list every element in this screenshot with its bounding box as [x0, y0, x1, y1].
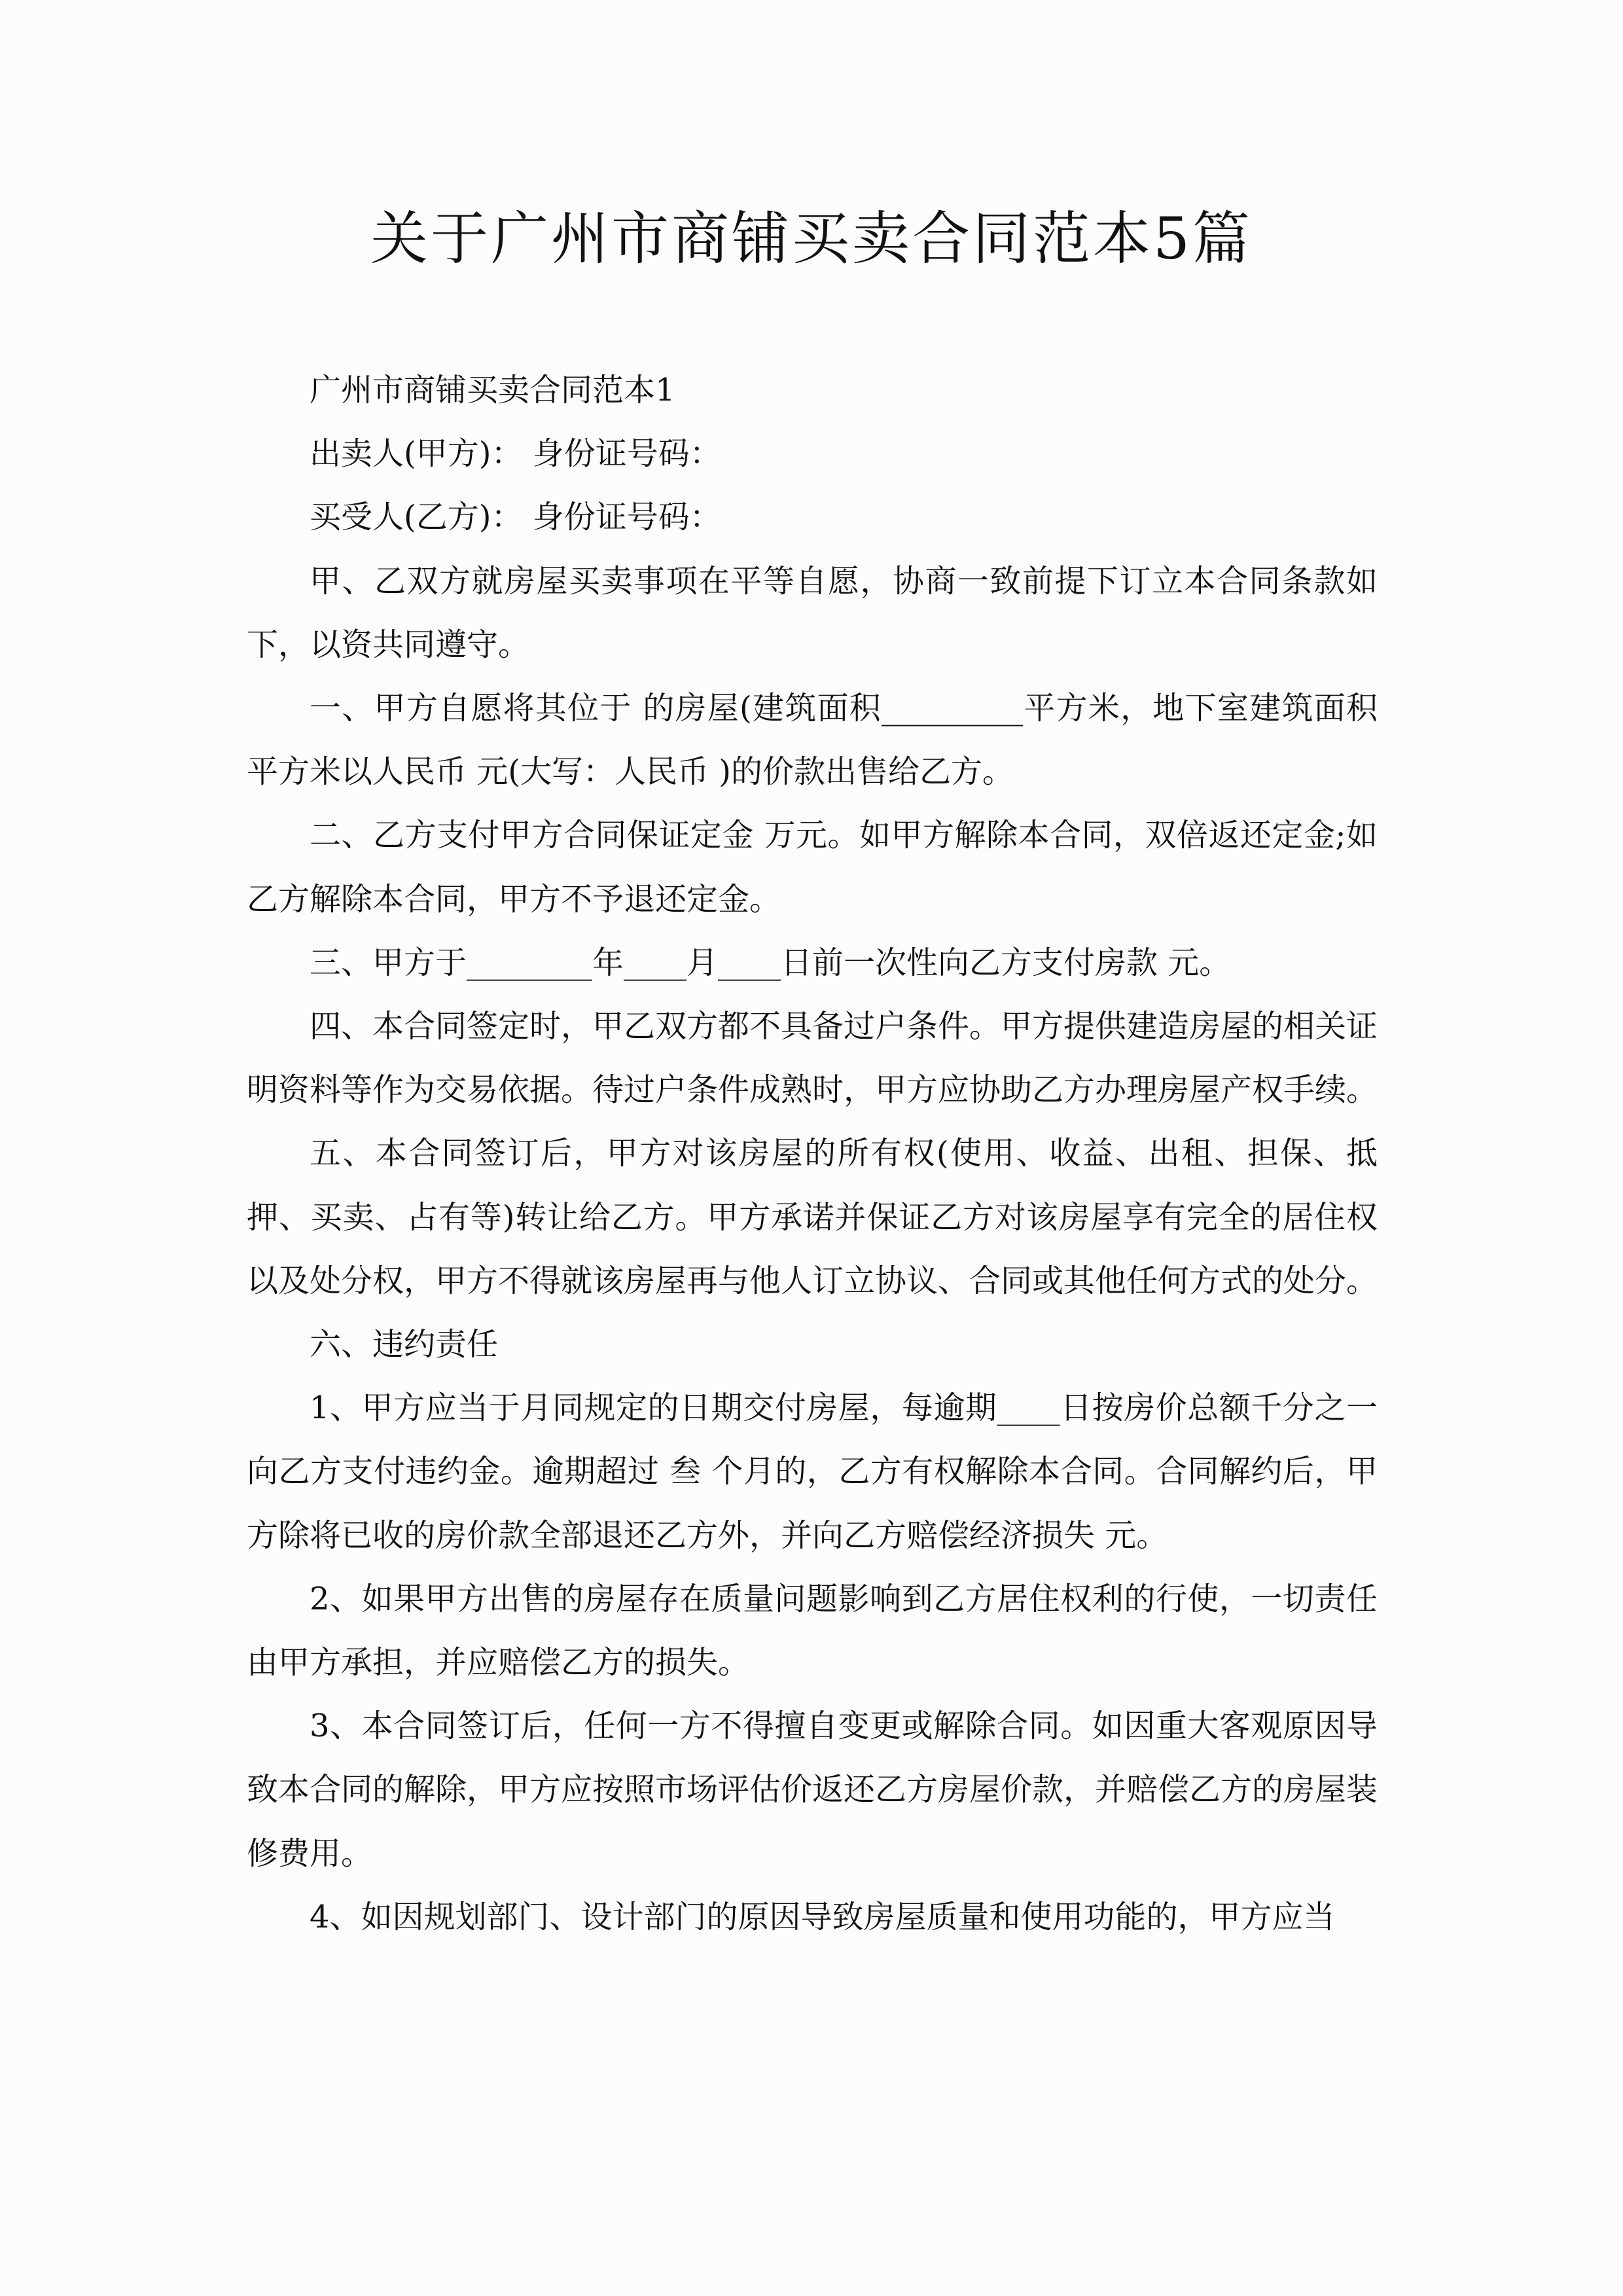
- clause-4: 四、本合同签定时，甲乙双方都不具备过户条件。甲方提供建造房屋的相关证明资料等作为交易依据。待过户条件成熟时，甲方应协助乙方办理房屋产权手续。: [247, 1008, 1378, 1109]
- seller-line: 出卖人(甲方)： 身份证号码：: [310, 435, 721, 473]
- section-heading: 广州市商铺买卖合同范本1: [310, 372, 675, 408]
- liability-item-1: 1、甲方应当于月同规定的日期交付房屋，每逾期____日按房价总额千分之一向乙方支付违约金。逾期超过 叁 个月的，乙方有权解除本合同。合同解约后，甲方除将已收的房价款全部退还乙方外，并向乙方赔偿经济损失 元。: [247, 1390, 1378, 1554]
- clause-1: 一、甲方自愿将其位于 的房屋(建筑面积_________平方米，地下室建筑面积 平方米以人民币 元(大写：人民币 )的价款出售给乙方。: [247, 690, 1378, 791]
- liability-item-2: 2、如果甲方出售的房屋存在质量问题影响到乙方居住权利的行使，一切责任由甲方承担，并应赔偿乙方的损失。: [247, 1580, 1378, 1681]
- liability-item-3: 3、本合同签订后，任何一方不得擅自变更或解除合同。如因重大客观原因导致本合同的解除，甲方应按照市场评估价返还乙方房屋价款，并赔偿乙方的房屋装修费用。: [247, 1708, 1378, 1872]
- buyer-line: 买受人(乙方)： 身份证号码：: [310, 499, 721, 536]
- page-title: 关于广州市商铺买卖合同范本5篇: [370, 205, 1253, 272]
- clause-5: 五、本合同签订后，甲方对该房屋的所有权(使用、收益、出租、担保、抵押、买卖、占有等)转让给乙方。甲方承诺并保证乙方对该房屋享有完全的居住权以及处分权，甲方不得就该房屋再与他人订立协议、合同或其他任何方式的处分。: [247, 1135, 1378, 1299]
- clause-3: 三、甲方于________年____月____日前一次性向乙方支付房款 元。: [310, 944, 1231, 981]
- preamble-paragraph: 甲、乙双方就房屋买卖事项在平等自愿，协商一致前提下订立本合同条款如下，以资共同遵守。: [247, 562, 1378, 663]
- clause-2: 二、乙方支付甲方合同保证定金 万元。如甲方解除本合同，双倍返还定金;如乙方解除本合同，甲方不予退还定金。: [247, 817, 1378, 918]
- liability-item-4: 4、如因规划部门、设计部门的原因导致房屋质量和使用功能的，甲方应当: [310, 1898, 1335, 1935]
- clause-6-heading: 六、违约责任: [310, 1326, 499, 1363]
- document-body: [247, 359, 1378, 1949]
